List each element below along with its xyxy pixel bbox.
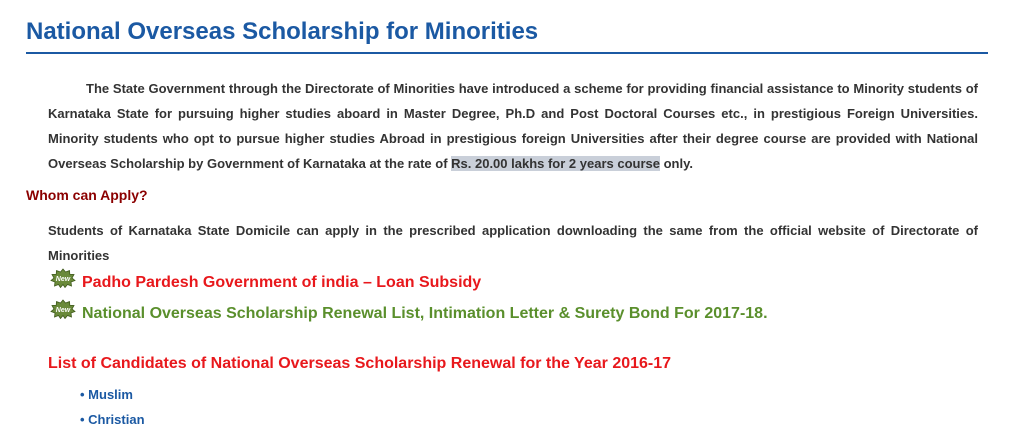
padho-pardesh-link[interactable]: Padho Pardesh Government of india – Loan Subsidy <box>82 274 482 291</box>
candidates-list <box>80 382 145 432</box>
highlighted-amount: Rs. 20.00 lakhs for 2 years course <box>451 156 660 171</box>
new-badge-icon <box>50 299 76 319</box>
list-item: • Christian <box>80 412 145 427</box>
candidates-list-heading: List of Candidates of National Overseas Scholarship Renewal for the Year 2016-17 <box>48 355 672 372</box>
page-title: National Overseas Scholarship for Minorities <box>26 18 988 54</box>
intro-paragraph <box>48 76 978 176</box>
list-item: • Muslim <box>80 387 133 402</box>
christian-link[interactable]: Christian <box>88 412 145 427</box>
intro-text: The State Government through the Directorate of Minorities have introduced a scheme for providing financial assistance to Minority students of Karnataka State for pursuing higher studies aboard in Master Degree, Ph.D and Post Doctoral Courses etc., in prestigious Foreign Universities. Minority students who opt to pursue higher studies Abroad in prestigious foreign Universities after their degree course are provided with National Overseas Scholarship by Government of Karnataka at the rate of <box>48 81 978 171</box>
whom-can-apply-heading: Whom can Apply? <box>26 187 148 203</box>
intro-text-end: only. <box>660 156 693 171</box>
renewal-list-link[interactable]: National Overseas Scholarship Renewal List, Intimation Letter & Surety Bond For 2017-18. <box>82 305 768 322</box>
new-badge-icon <box>50 268 76 288</box>
svg-text:New: New <box>55 306 71 314</box>
whom-can-apply-text: Students of Karnataka State Domicile can apply in the prescribed application downloading the same from the official website of Directorate of Minorities <box>48 223 978 263</box>
muslim-link[interactable]: Muslim <box>88 387 133 402</box>
svg-text:New: New <box>55 275 71 283</box>
